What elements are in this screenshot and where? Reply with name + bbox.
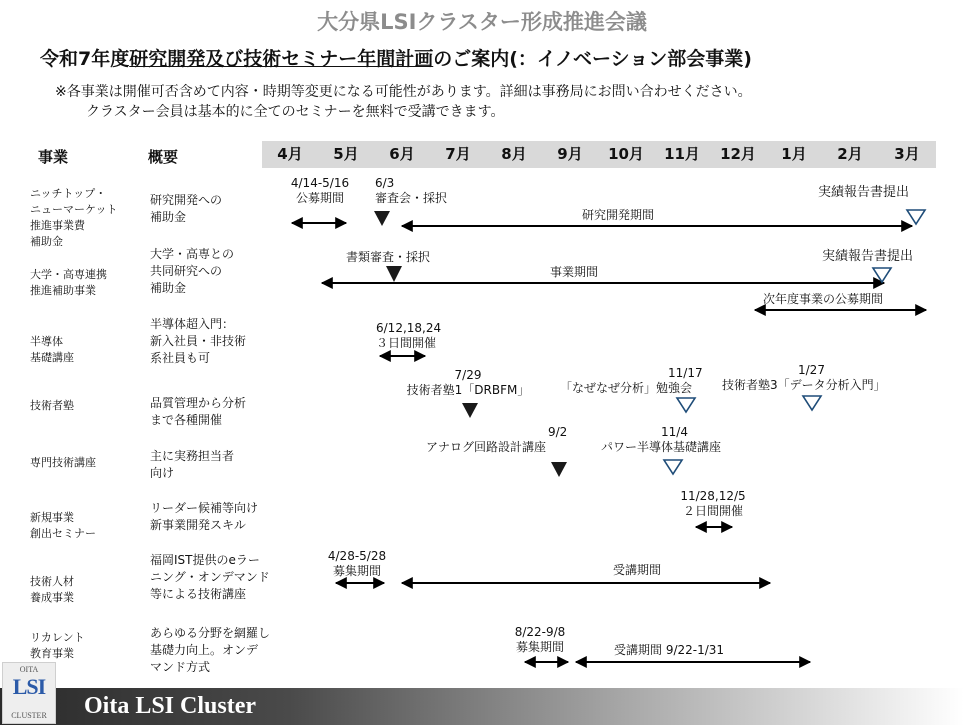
- ann-recurrent-recruit: 8/22-9/8 募集期間: [514, 625, 566, 654]
- ann-naze-naze: 11/17 「なぜなぜ分析」勉強会: [560, 366, 703, 395]
- triangle-univ-report: [873, 268, 891, 282]
- ann-drbfm: 7/29 技術者塾1「DRBFM」: [406, 368, 530, 397]
- ann-analog: 9/2 アナログ回路設計講座: [426, 425, 568, 454]
- row-desc-univ-collab: 大学・高専との 共同研究への 補助金: [150, 247, 235, 295]
- month-aug: 8月: [501, 145, 527, 163]
- month-jul: 7月: [445, 145, 471, 163]
- month-mar: 3月: [894, 145, 920, 163]
- title-prefix: 令和7年度: [40, 48, 130, 70]
- ann-power-semi: 11/4 パワー半導体基礎講座: [601, 425, 722, 454]
- row-desc-new-business: リーダー候補等向け 新事業開発スキル: [150, 501, 259, 532]
- month-may: 5月: [333, 145, 359, 163]
- month-jun: 6月: [389, 145, 415, 163]
- title-emphasis: 研究開発及び技術セミナー年間計画: [129, 48, 434, 70]
- row-desc-niche-top: 研究開発への 補助金: [150, 193, 223, 224]
- ann-univ-review: 書類審査・採択: [346, 250, 431, 264]
- ann-data-analysis: 1/27 技術者塾3「データ分析入門」: [722, 363, 886, 392]
- triangle-niche-report: [907, 210, 925, 224]
- summary-header: 概要: [148, 148, 179, 166]
- ann-univ-period: 事業期間: [550, 265, 599, 279]
- row-desc-hr-training: 福岡IST提供のeラー ニング・オンデマンド 等による技術講座: [150, 553, 270, 601]
- category-header: 事業: [38, 148, 69, 166]
- note-line-2: クラスター会員は基本的に全てのセミナーを無料で受講できます。: [86, 104, 505, 120]
- triangle-naze-naze: [677, 398, 695, 412]
- row-desc-recurrent: あらゆる分野を網羅し 基礎力向上。オンデ マンド方式: [150, 626, 271, 674]
- month-oct: 10月: [608, 145, 644, 163]
- row-label-engineer-school: 技術者塾: [30, 399, 74, 412]
- organization-title: 大分県LSIクラスター形成推進会議: [317, 10, 647, 34]
- ann-niche-review: 6/3 審査会・採択: [375, 176, 448, 205]
- row-label-recurrent: リカレント 教育事業: [30, 631, 85, 660]
- ann-hr-recruit: 4/28-5/28 募集期間: [327, 549, 387, 578]
- triangle-niche-review: [374, 211, 390, 226]
- ann-univ-report: 実績報告書提出: [822, 249, 914, 264]
- ann-semiconductor: 6/12,18,24 ３日間開催: [376, 321, 442, 350]
- row-label-hr-training: 技術人材 養成事業: [30, 575, 74, 604]
- ann-univ-next-call: 次年度事業の公募期間: [763, 292, 884, 306]
- month-sep: 9月: [557, 145, 583, 163]
- month-nov: 11月: [664, 145, 700, 163]
- ann-niche-call: 4/14-5/16 公募期間: [290, 176, 350, 205]
- ann-newbiz: 11/28,12/5 ２日間開催: [680, 489, 746, 518]
- month-apr: 4月: [277, 145, 303, 163]
- month-jan: 1月: [781, 145, 807, 163]
- row-desc-semiconductor: 半導体超入門： 新入社員・非技術 系社員も可: [150, 317, 247, 365]
- row-label-specialist: 専門技術講座: [30, 456, 96, 469]
- month-dec: 12月: [720, 145, 756, 163]
- row-label-niche-top: ニッチトップ・ ニューマーケット 推進事業費 補助金: [30, 187, 118, 248]
- title-suffix: のご案内(：イノベーション部会事業): [433, 48, 752, 70]
- triangle-power-semi: [664, 460, 682, 474]
- ann-niche-report: 実績報告書提出: [818, 185, 910, 200]
- row-desc-engineer-school: 品質管理から分析 まで各種開催: [150, 396, 247, 427]
- month-feb: 2月: [837, 145, 863, 163]
- row-desc-specialist: 主に実務担当者 向け: [150, 449, 235, 480]
- ann-hr-course: 受講期間: [613, 563, 662, 577]
- row-label-univ-collab: 大学・高専連携 推進補助事業: [30, 268, 107, 297]
- triangle-analog: [551, 462, 567, 477]
- cluster-logo: OITA LSI CLUSTER: [2, 662, 56, 724]
- triangle-drbfm: [462, 403, 478, 418]
- ann-niche-rd: 研究開発期間: [582, 208, 655, 222]
- footer-title: Oita LSI Cluster: [84, 693, 257, 719]
- triangle-univ-review: [386, 266, 402, 282]
- ann-recurrent-course: 受講期間 9/22-1/31: [614, 643, 725, 657]
- row-label-semiconductor: 半導体 基礎講座: [30, 335, 74, 364]
- row-label-new-business: 新規事業 創出セミナー: [30, 511, 96, 540]
- triangle-data-analysis: [803, 396, 821, 410]
- note-line-1: ※各事業は開催可否含めて内容・時期等変更になる可能性があります。詳細は事務局にお問い合わせください。: [55, 84, 752, 100]
